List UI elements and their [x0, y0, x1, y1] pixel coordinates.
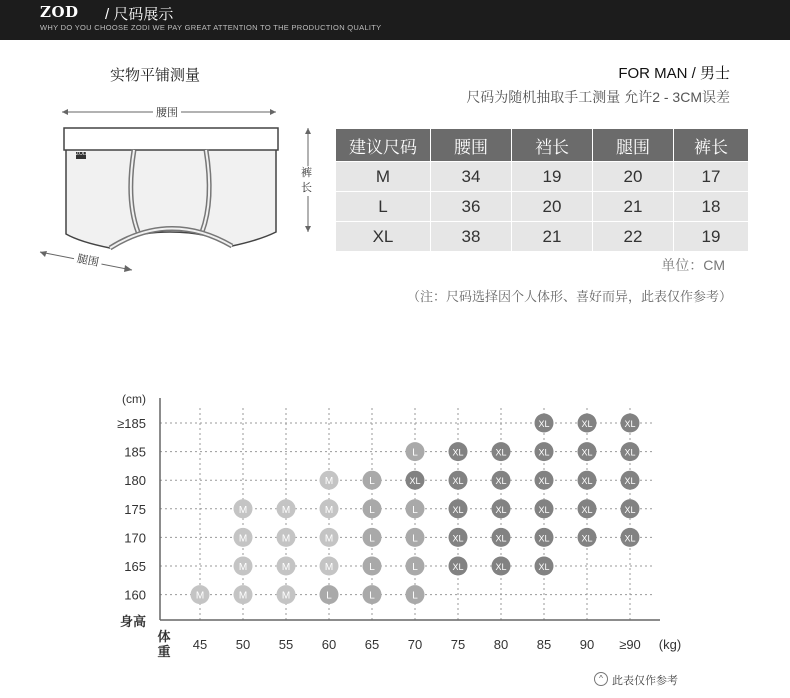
size-point-m	[277, 585, 296, 604]
point-label: M	[281, 562, 291, 573]
point-label: L	[369, 590, 375, 602]
size-point-m	[320, 499, 339, 518]
x-axis-title-char: 体	[157, 629, 171, 644]
x-tick-label: 55	[278, 637, 294, 652]
size-point-xl	[621, 499, 640, 518]
point-label: M	[324, 476, 334, 488]
point-label: XL	[538, 419, 550, 429]
value-cell: 20	[512, 192, 593, 222]
brand-logo: ZOD	[40, 3, 79, 21]
y-tick-label: 180	[124, 473, 146, 489]
x-tick-label: 50	[235, 637, 251, 652]
size-point-l	[363, 585, 382, 604]
thigh-label: 腿围	[73, 249, 104, 270]
point-label: XL	[452, 562, 464, 572]
x-tick-label: 60	[321, 637, 337, 652]
size-point-xl	[492, 471, 511, 490]
size-point-xl	[621, 528, 640, 547]
length-label: 裤长	[298, 166, 316, 196]
measurement-note: 尺码为随机抽取手工测量 允许2 - 3CM误差	[466, 89, 730, 105]
size-point-m	[277, 557, 296, 576]
point-label: M	[238, 562, 248, 573]
value-cell: 19	[512, 162, 593, 192]
x-tick-label: 75	[450, 637, 466, 652]
point-label: XL	[452, 447, 464, 458]
point-label: M	[324, 533, 334, 545]
size-point-xl	[492, 499, 511, 518]
point-label: XL	[495, 447, 507, 458]
point-label: XL	[452, 504, 464, 515]
point-label: XL	[538, 562, 550, 572]
point-label: L	[412, 562, 418, 573]
point-label: L	[369, 562, 375, 573]
size-point-xl	[449, 528, 468, 547]
size-point-xl	[535, 414, 554, 433]
point-label: XL	[624, 476, 636, 487]
value-cell: 21	[593, 192, 674, 222]
tagline: WHY DO YOU CHOOSE ZODI WE PAY GREAT ATTENTION TO THE PRODUCTION QUALITY	[40, 23, 382, 32]
point-label: L	[412, 504, 418, 516]
gender-label: FOR MAN / 男士	[618, 65, 730, 82]
size-point-l	[406, 528, 425, 547]
section-title: / 尺码展示	[105, 6, 174, 23]
point-label: M	[324, 504, 334, 516]
x-unit-label: (kg)	[658, 637, 682, 652]
size-point-m	[277, 528, 296, 547]
size-point-xl	[578, 442, 597, 461]
size-point-l	[320, 585, 339, 604]
point-label: XL	[624, 533, 636, 544]
point-label: XL	[581, 533, 593, 544]
unit-label: 单位：CM	[661, 257, 725, 273]
point-label: XL	[495, 562, 507, 572]
x-tick-label: ≥90	[619, 637, 641, 652]
point-label: XL	[581, 476, 593, 487]
point-label: XL	[581, 447, 593, 458]
garment-tag: ZOD	[76, 151, 87, 157]
point-label: XL	[624, 447, 636, 458]
size-point-l	[406, 499, 425, 518]
x-axis-title-char: 重	[157, 644, 171, 659]
size-point-xl	[492, 557, 511, 576]
point-label: M	[238, 504, 248, 516]
size-point-xl	[449, 499, 468, 518]
size-point-m	[320, 557, 339, 576]
point-label: L	[369, 476, 375, 488]
y-axis-title: 身高	[119, 614, 146, 629]
y-tick-label: 170	[124, 530, 146, 546]
value-cell: 36	[431, 192, 512, 222]
size-point-xl	[621, 442, 640, 461]
size-point-l	[406, 557, 425, 576]
point-label: M	[281, 590, 291, 602]
point-label: XL	[452, 533, 464, 544]
point-label: XL	[624, 419, 636, 429]
point-label: M	[195, 590, 205, 602]
size-point-l	[363, 499, 382, 518]
point-label: XL	[581, 419, 593, 429]
size-point-xl	[449, 442, 468, 461]
size-point-l	[363, 557, 382, 576]
size-cell: XL	[336, 222, 431, 252]
value-cell: 18	[674, 192, 749, 222]
point-label: XL	[452, 476, 464, 487]
point-label: M	[281, 533, 291, 545]
y-tick-label: 185	[124, 444, 146, 460]
x-tick-label: 65	[364, 637, 380, 652]
header-cell: 裆长	[512, 129, 593, 162]
point-label: XL	[538, 504, 550, 515]
x-tick-label: 70	[407, 637, 423, 652]
point-label: XL	[495, 533, 507, 544]
value-cell: 38	[431, 222, 512, 252]
point-label: L	[412, 590, 418, 602]
x-tick-label: 90	[579, 637, 595, 652]
point-label: L	[369, 533, 375, 545]
size-point-xl	[535, 557, 554, 576]
point-label: L	[412, 533, 418, 545]
header-cell: 建议尺码	[336, 129, 431, 162]
size-cell: L	[336, 192, 431, 222]
x-tick-label: 80	[493, 637, 509, 652]
size-point-xl	[621, 414, 640, 433]
size-point-m	[320, 528, 339, 547]
point-label: M	[238, 533, 248, 545]
size-point-m	[234, 585, 253, 604]
disclaimer: （注：尺码选择因个人体形、喜好而异，此表仅作参考）	[406, 289, 732, 304]
x-tick-label: 45	[192, 637, 208, 652]
size-point-xl	[578, 528, 597, 547]
value-cell: 21	[512, 222, 593, 252]
size-point-xl	[535, 528, 554, 547]
value-cell: 19	[674, 222, 749, 252]
value-cell: 17	[674, 162, 749, 192]
garment-title: 实物平铺测量	[110, 67, 201, 84]
header-cell: 裤长	[674, 129, 749, 162]
value-cell: 34	[431, 162, 512, 192]
x-tick-label: 85	[536, 637, 552, 652]
point-label: L	[369, 504, 375, 516]
size-point-xl	[578, 414, 597, 433]
point-label: XL	[624, 504, 636, 515]
y-tick-label: ≥185	[117, 416, 146, 431]
point-label: M	[281, 504, 291, 516]
header-cell: 腿围	[593, 129, 674, 162]
chevron-up-icon: ^	[594, 672, 608, 686]
size-point-xl	[578, 499, 597, 518]
size-point-xl	[449, 471, 468, 490]
size-point-l	[363, 528, 382, 547]
point-label: XL	[538, 533, 550, 544]
point-label: XL	[495, 476, 507, 487]
size-cell: M	[336, 162, 431, 192]
point-label: XL	[581, 504, 593, 515]
size-point-m	[234, 499, 253, 518]
size-point-l	[406, 442, 425, 461]
size-point-xl	[492, 528, 511, 547]
value-cell: 22	[593, 222, 674, 252]
waist-label: 腰围	[153, 104, 181, 120]
value-cell: 20	[593, 162, 674, 192]
size-point-xl	[535, 499, 554, 518]
size-point-m	[277, 499, 296, 518]
point-label: L	[412, 447, 418, 459]
size-point-l	[406, 585, 425, 604]
size-point-xl	[621, 471, 640, 490]
size-point-xl	[406, 471, 425, 490]
header-cell: 腰围	[431, 129, 512, 162]
size-point-xl	[535, 442, 554, 461]
point-label: M	[238, 590, 248, 602]
y-unit-label: (cm)	[122, 392, 146, 406]
point-label: XL	[538, 476, 550, 487]
size-point-m	[234, 557, 253, 576]
footer-note: 此表仅作参考	[612, 675, 678, 687]
size-point-l	[363, 471, 382, 490]
point-label: M	[324, 562, 334, 573]
size-point-m	[320, 471, 339, 490]
size-point-m	[234, 528, 253, 547]
y-tick-label: 165	[124, 559, 146, 574]
point-label: XL	[495, 504, 507, 515]
point-label: XL	[538, 447, 550, 458]
point-label: L	[326, 590, 332, 602]
size-point-m	[191, 585, 210, 604]
point-label: XL	[409, 476, 421, 487]
size-point-xl	[492, 442, 511, 461]
y-tick-label: 160	[124, 587, 146, 603]
size-point-xl	[449, 557, 468, 576]
size-point-xl	[535, 471, 554, 490]
size-point-xl	[578, 471, 597, 490]
y-tick-label: 175	[124, 501, 146, 517]
